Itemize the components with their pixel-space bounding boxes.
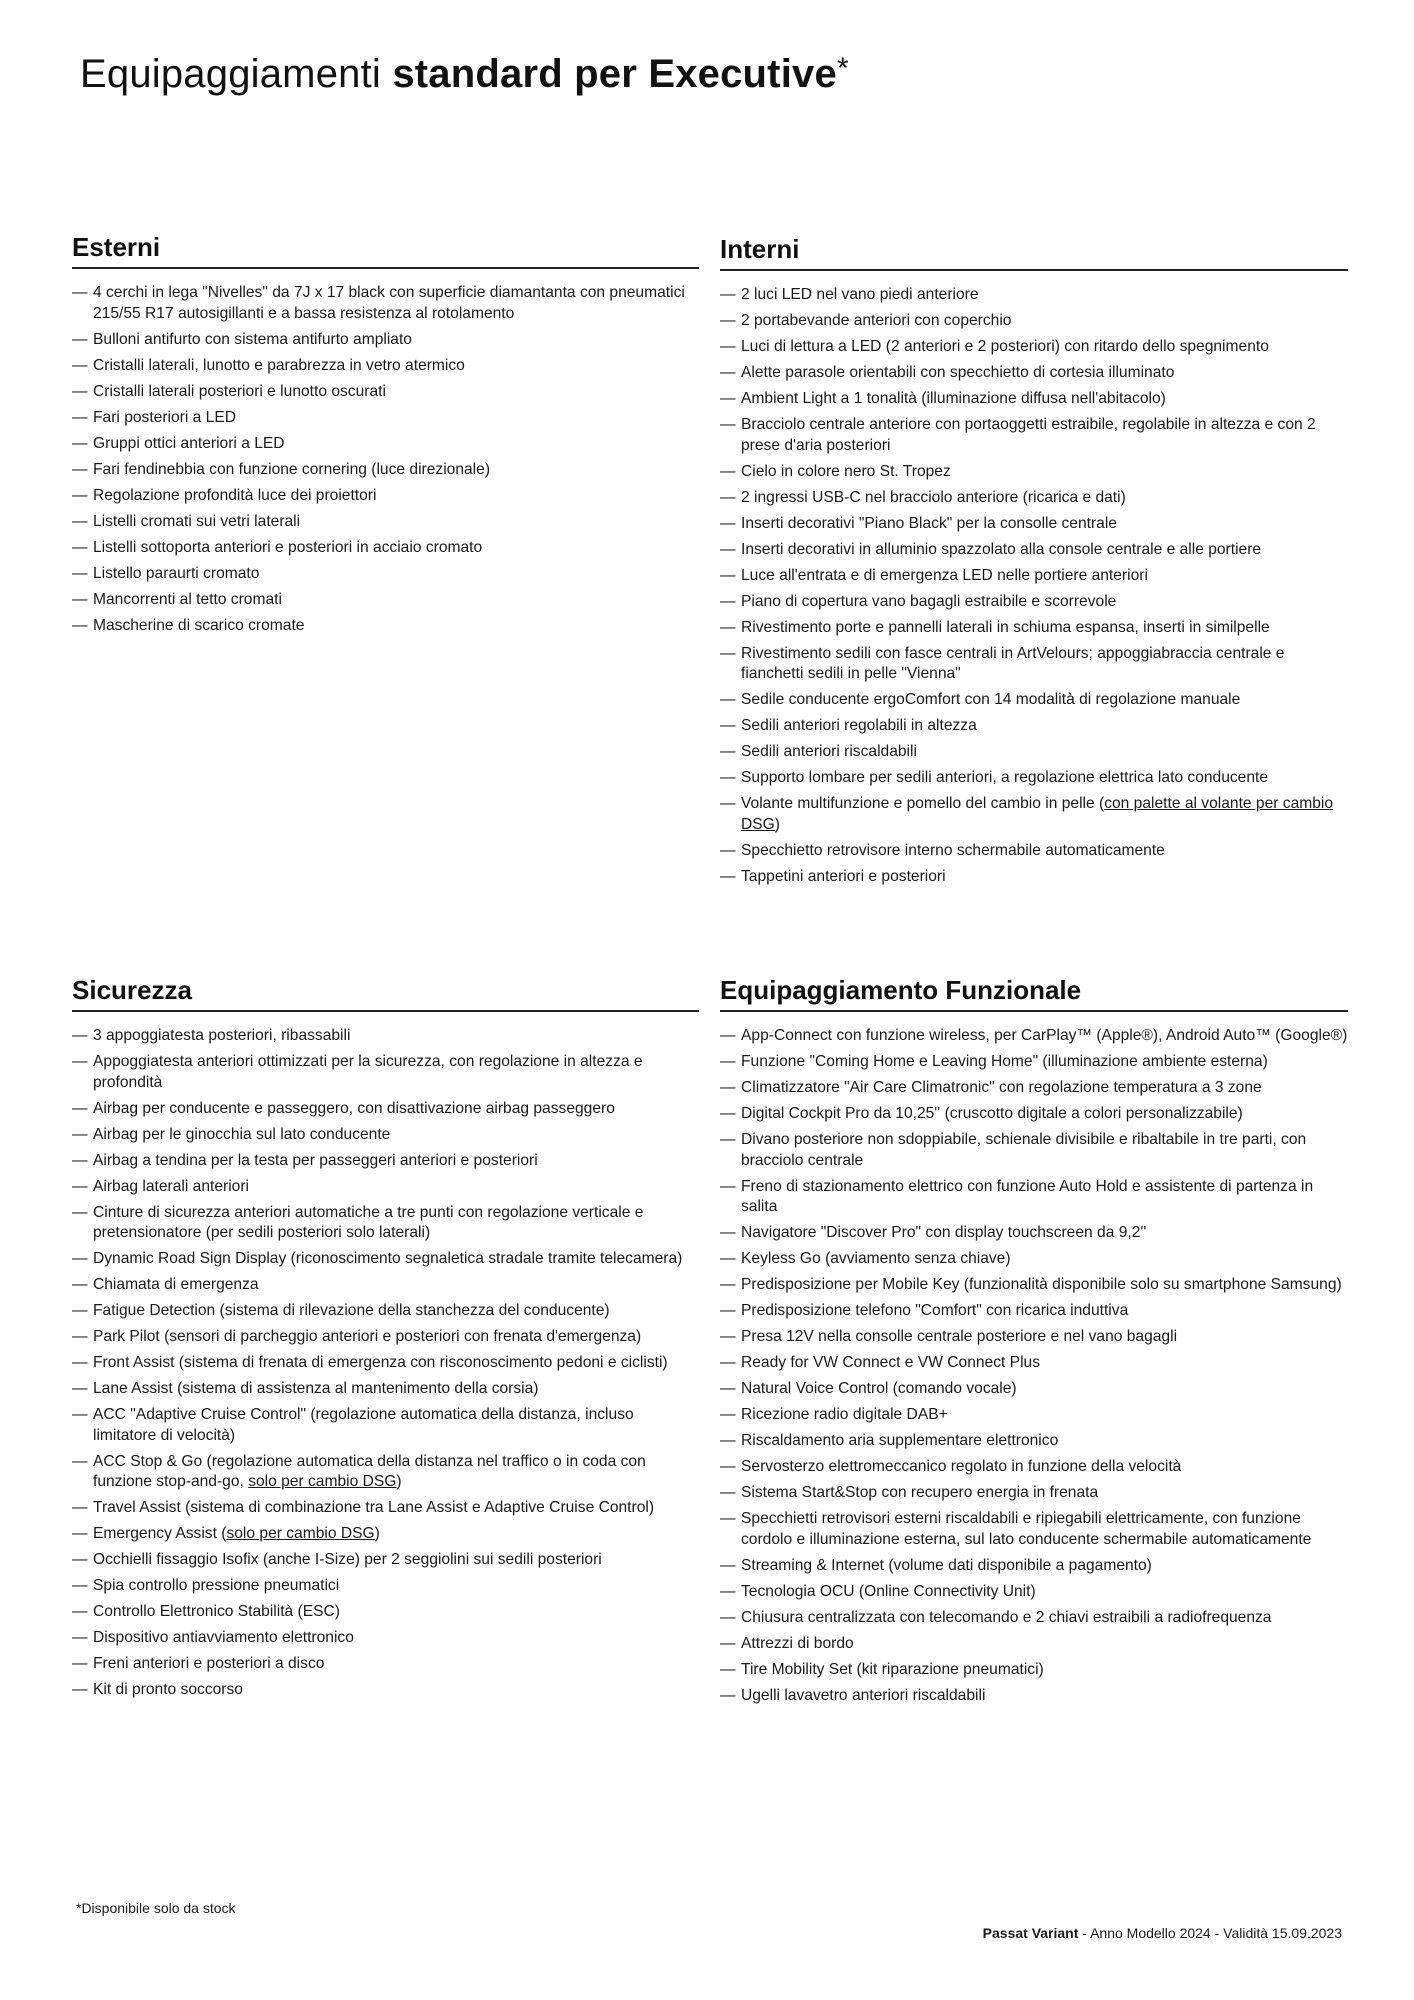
list-item: — Cristalli laterali posteriori e lunotto oscurati (72, 382, 699, 403)
section-esterni (72, 232, 699, 642)
interni-list (720, 285, 1348, 887)
footnote: *Disponibile solo da stock (76, 1900, 236, 1916)
footer (983, 1925, 1342, 1941)
list-item: — Appoggiatesta anteriori ottimizzati per la sicurezza, con regolazione in altezza e profondità (72, 1052, 699, 1093)
funzionale-list (720, 1026, 1348, 1706)
list-item: — Freni anteriori e posteriori a disco (72, 1654, 699, 1675)
list-item: — Mancorrenti al tetto cromati (72, 590, 699, 611)
list-item: — Controllo Elettronico Stabilità (ESC) (72, 1602, 699, 1623)
list-item: — Regolazione profondità luce dei proiettori (72, 486, 699, 507)
sicurezza-list (72, 1026, 699, 1701)
list-item: — 4 cerchi in lega "Nivelles" da 7J x 17 black con superficie diamantanta con pneumatici 215/55 R17 autosigillanti e a bassa resistenza al rotolamento (72, 283, 699, 324)
list-item: — Keyless Go (avviamento senza chiave) (720, 1249, 1348, 1270)
list-item: — Riscaldamento aria supplementare elettronico (720, 1431, 1348, 1452)
list-item: — Dynamic Road Sign Display (riconoscimento segnaletica stradale tramite telecamera) (72, 1249, 699, 1270)
list-item: — App-Connect con funzione wireless, per CarPlay™ (Apple®), Android Auto™ (Google®) (720, 1026, 1348, 1047)
list-item: — Sedili anteriori regolabili in altezza (720, 716, 1348, 737)
list-item: — 2 luci LED nel vano piedi anteriore (720, 285, 1348, 306)
list-item: — Chiusura centralizzata con telecomando e 2 chiavi estraibili a radiofrequenza (720, 1608, 1348, 1629)
list-item: — Piano di copertura vano bagagli estraibile e scorrevole (720, 592, 1348, 613)
list-item: — Bracciolo centrale anteriore con portaoggetti estraibile, regolabile in altezza e con 2 prese d'aria posteriori (720, 415, 1348, 456)
esterni-list (72, 283, 699, 636)
list-item: — Luci di lettura a LED (2 anteriori e 2 posteriori) con ritardo dello spegnimento (720, 337, 1348, 358)
list-item: — Natural Voice Control (comando vocale) (720, 1379, 1348, 1400)
list-item: — Sedile conducente ergoComfort con 14 modalità di regolazione manuale (720, 690, 1348, 711)
list-item: — Cielo in colore nero St. Tropez (720, 462, 1348, 483)
list-item: — 2 portabevande anteriori con coperchio (720, 311, 1348, 332)
list-item-emergency: — Emergency Assist (solo per cambio DSG) (72, 1524, 699, 1545)
title-light: Equipaggiamenti (80, 52, 381, 96)
list-item: — Ambient Light a 1 tonalità (illuminazione diffusa nell'abitacolo) (720, 389, 1348, 410)
list-item: — 2 ingressi USB-C nel bracciolo anteriore (ricarica e dati) (720, 488, 1348, 509)
dsg-note: con palette al volante per cambio DSG (741, 795, 1334, 833)
list-item: — Tappetini anteriori e posteriori (720, 867, 1348, 888)
list-item: — Chiamata di emergenza (72, 1275, 699, 1296)
list-item: — Tire Mobility Set (kit riparazione pneumatici) (720, 1660, 1348, 1681)
list-item: — Mascherine di scarico cromate (72, 616, 699, 637)
list-item: — Ugelli lavavetro anteriori riscaldabili (720, 1686, 1348, 1707)
list-item: — Supporto lombare per sedili anteriori, a regolazione elettrica lato conducente (720, 768, 1348, 789)
section-heading: Interni (720, 234, 1348, 271)
list-item: — Predisposizione per Mobile Key (funzionalità disponibile solo su smartphone Samsung) (720, 1275, 1348, 1296)
list-item: — Occhielli fissaggio Isofix (anche I-Size) per 2 seggiolini sui sedili posteriori (72, 1550, 699, 1571)
list-item: — Airbag laterali anteriori (72, 1177, 699, 1198)
list-item: — Specchietto retrovisore interno schermabile automaticamente (720, 841, 1348, 862)
list-item: — Listelli cromati sui vetri laterali (72, 512, 699, 533)
dsg-note: solo per cambio DSG (226, 1525, 375, 1542)
list-item: — Specchietti retrovisori esterni riscaldabili e ripiegabili elettricamente, con funzione cordolo e illuminazione esterna, sul lato conducente schermabile automaticamente (720, 1509, 1348, 1550)
list-item: — Fari posteriori a LED (72, 408, 699, 429)
list-item: — ACC "Adaptive Cruise Control" (regolazione automatica della distanza, incluso limitatore di velocità) (72, 1405, 699, 1446)
list-item: — Airbag per conducente e passeggero, con disattivazione airbag passeggero (72, 1099, 699, 1120)
section-heading: Sicurezza (72, 975, 699, 1012)
title-asterisk: * (836, 52, 849, 85)
section-interni (720, 234, 1348, 893)
list-item: — Attrezzi di bordo (720, 1634, 1348, 1655)
list-item: — Streaming & Internet (volume dati disponibile a pagamento) (720, 1556, 1348, 1577)
list-item: — Sistema Start&Stop con recupero energia in frenata (720, 1483, 1348, 1504)
list-item: — Tecnologia OCU (Online Connectivity Unit) (720, 1582, 1348, 1603)
list-item: — Inserti decorativi in alluminio spazzolato alla console centrale e alle portiere (720, 540, 1348, 561)
list-item-volante: — Volante multifunzione e pomello del cambio in pelle (con palette al volante per cambio DSG) (720, 794, 1348, 835)
list-item: — Climatizzatore "Air Care Climatronic" con regolazione temperatura a 3 zone (720, 1078, 1348, 1099)
list-item: — Freno di stazionamento elettrico con funzione Auto Hold e assistente di partenza in salita (720, 1177, 1348, 1218)
list-item: — Lane Assist (sistema di assistenza al mantenimento della corsia) (72, 1379, 699, 1400)
list-item: — Fari fendinebbia con funzione cornering (luce direzionale) (72, 460, 699, 481)
list-item: — Alette parasole orientabili con specchietto di cortesia illuminato (720, 363, 1348, 384)
section-sicurezza (72, 975, 699, 1706)
list-item: — Listelli sottoporta anteriori e posteriori in acciaio cromato (72, 538, 699, 559)
list-item: — Fatigue Detection (sistema di rilevazione della stanchezza del conducente) (72, 1301, 699, 1322)
section-heading: Esterni (72, 232, 699, 269)
list-item: — Front Assist (sistema di frenata di emergenza con risconoscimento pedoni e ciclisti) (72, 1353, 699, 1374)
list-item: — Funzione "Coming Home e Leaving Home" (illuminazione ambiente esterna) (720, 1052, 1348, 1073)
list-item: — Predisposizione telefono "Comfort" con ricarica induttiva (720, 1301, 1348, 1322)
list-item: — Inserti decorativi "Piano Black" per la consolle centrale (720, 514, 1348, 535)
list-item: — Ricezione radio digitale DAB+ (720, 1405, 1348, 1426)
list-item: — 3 appoggiatesta posteriori, ribassabili (72, 1026, 699, 1047)
list-item: — Kit di pronto soccorso (72, 1680, 699, 1701)
list-item: — Sedili anteriori riscaldabili (720, 742, 1348, 763)
list-item: — Airbag a tendina per la testa per passeggeri anteriori e posteriori (72, 1151, 699, 1172)
list-item: — Spia controllo pressione pneumatici (72, 1576, 699, 1597)
page-title (80, 52, 849, 97)
list-item: — Listello paraurti cromato (72, 564, 699, 585)
list-item: — Rivestimento porte e pannelli laterali in schiuma espansa, inserti in similpelle (720, 618, 1348, 639)
list-item: — Ready for VW Connect e VW Connect Plus (720, 1353, 1348, 1374)
dsg-note: solo per cambio DSG (248, 1473, 397, 1490)
list-item: — Gruppi ottici anteriori a LED (72, 434, 699, 455)
list-item-acc-stop: — ACC Stop & Go (regolazione automatica della distanza nel traffico o in coda con funzione stop-and-go, solo per cambio DSG) (72, 1452, 699, 1493)
list-item: — Digital Cockpit Pro da 10,25'' (cruscotto digitale a colori personalizzabile) (720, 1104, 1348, 1125)
list-item: — Presa 12V nella consolle centrale posteriore e nel vano bagagli (720, 1327, 1348, 1348)
section-heading: Equipaggiamento Funzionale (720, 975, 1348, 1012)
list-item: — Cristalli laterali, lunotto e parabrezza in vetro atermico (72, 356, 699, 377)
list-item: — Luce all'entrata e di emergenza LED nelle portiere anteriori (720, 566, 1348, 587)
list-item: — Divano posteriore non sdoppiabile, schienale divisibile e ribaltabile in tre parti, con bracciolo centrale (720, 1130, 1348, 1171)
list-item: — Park Pilot (sensori di parcheggio anteriori e posteriori con frenata d'emergenza) (72, 1327, 699, 1348)
title-bold: standard per Executive (392, 52, 837, 96)
list-item: — Navigatore "Discover Pro" con display touchscreen da 9,2'' (720, 1223, 1348, 1244)
list-item: — Rivestimento sedili con fasce centrali in ArtVelours; appoggiabraccia centrale e fianchetti sedili in pelle "Vienna" (720, 644, 1348, 685)
footer-validity: - Anno Modello 2024 - Validità 15.09.2023 (1078, 1925, 1342, 1941)
section-funzionale (720, 975, 1348, 1712)
list-item: — Airbag per le ginocchia sul lato conducente (72, 1125, 699, 1146)
list-item: — Travel Assist (sistema di combinazione tra Lane Assist e Adaptive Cruise Control) (72, 1498, 699, 1519)
footer-model: Passat Variant (982, 1925, 1079, 1941)
list-item: — Servosterzo elettromeccanico regolato in funzione della velocità (720, 1457, 1348, 1478)
list-item: — Bulloni antifurto con sistema antifurto ampliato (72, 330, 699, 351)
list-item: — Dispositivo antiavviamento elettronico (72, 1628, 699, 1649)
list-item: — Cinture di sicurezza anteriori automatiche a tre punti con regolazione verticale e pretensionatore (per sedili posteriori solo laterali) (72, 1203, 699, 1244)
